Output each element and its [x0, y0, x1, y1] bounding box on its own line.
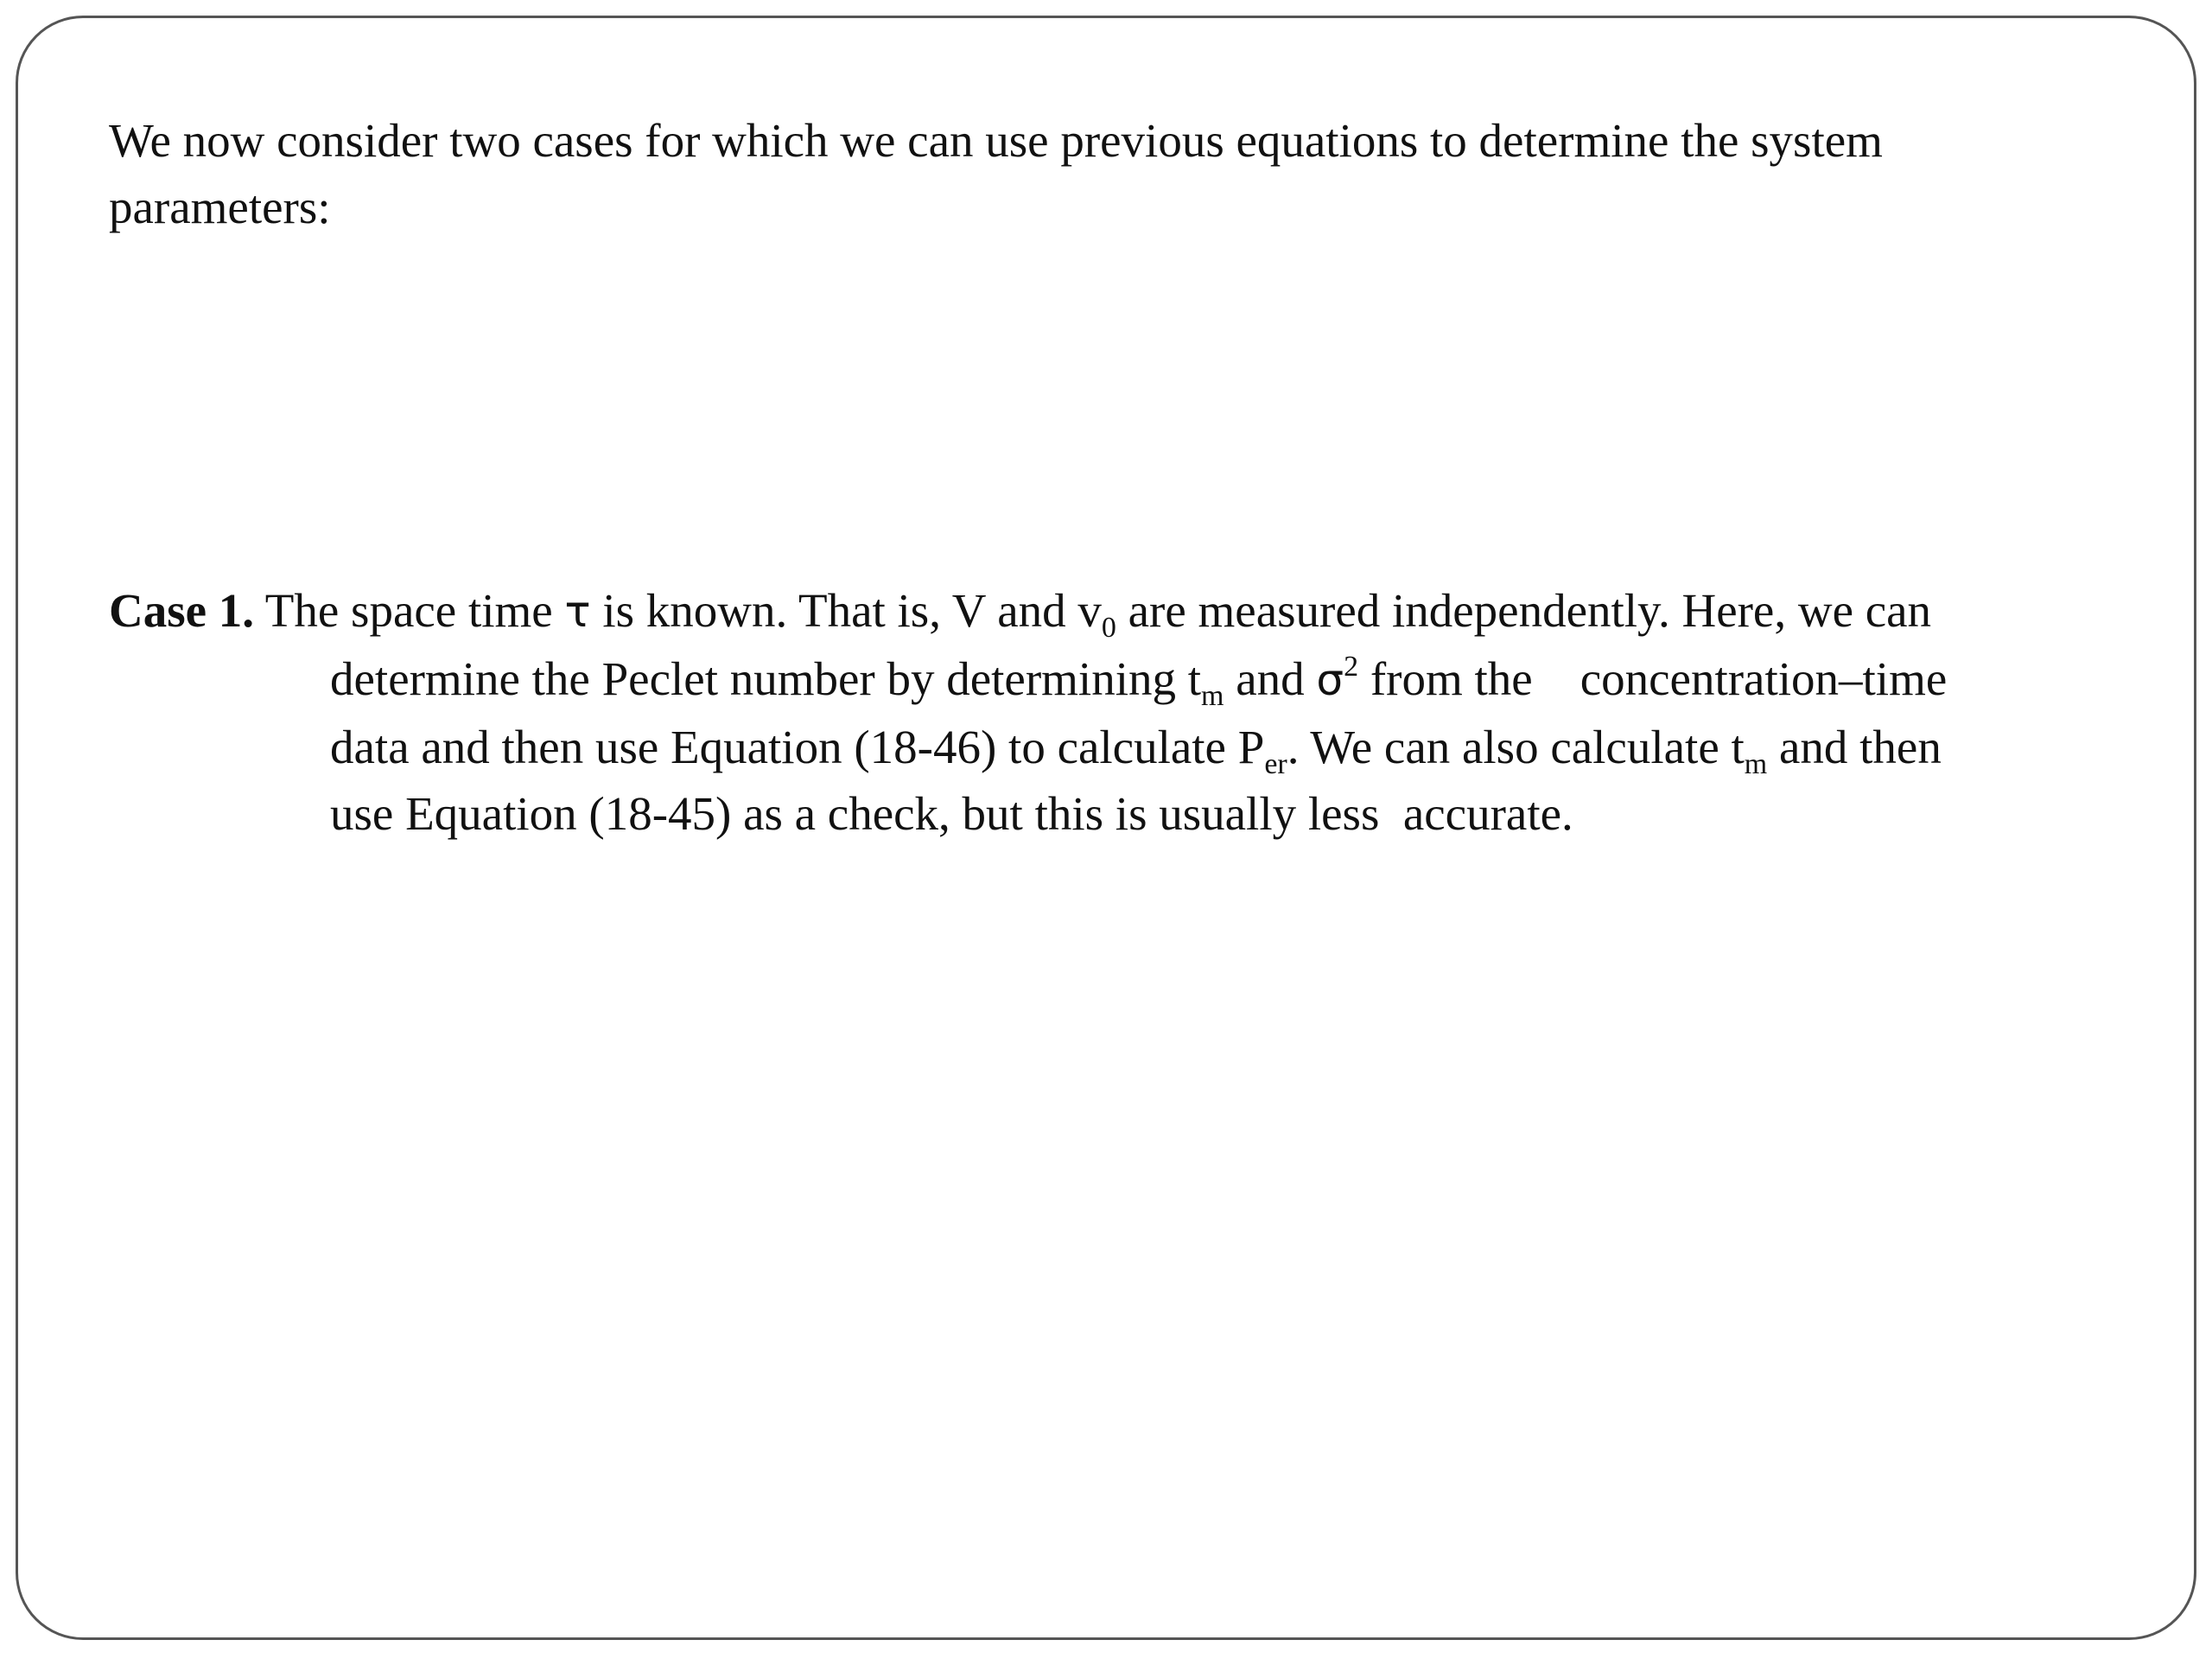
- case-1-body: [330, 645, 2053, 847]
- case-1-line-3-text-c: and then: [1767, 721, 1942, 773]
- case-1-line-3-text-a: data and then use Equation (18-46) to calculate P: [330, 721, 1265, 773]
- sigma-symbol: σ: [1316, 655, 1344, 705]
- tm-subscript-2: m: [1744, 748, 1768, 780]
- case-1-line-2-text-b: and: [1224, 652, 1317, 705]
- v0-subscript: 0: [1101, 612, 1116, 644]
- case-1-line-1-text-b: is known. That is, V and v: [590, 584, 1102, 637]
- case-1-paragraph: [109, 577, 2053, 847]
- case-1-line-4-text-a: use Equation (18-45) as a check, but this is usually less accurate.: [330, 787, 1573, 840]
- case-1-line-2-text-a: determine the Peclet number by determining t: [330, 652, 1202, 705]
- tm-subscript: m: [1201, 680, 1224, 712]
- case-1-line-1-text-c: are measured independently. Here, we can: [1116, 584, 1932, 637]
- per-subscript: er: [1264, 748, 1287, 780]
- case-1-line-3: [330, 714, 2053, 780]
- tau-symbol: τ: [564, 587, 591, 637]
- case-1-line-2: [330, 645, 2053, 714]
- sigma-superscript: 2: [1344, 651, 1359, 683]
- case-1-line-1-text-a: The space time: [254, 584, 565, 637]
- case-1-line-1: [109, 577, 2053, 645]
- intro-paragraph: We now consider two cases for which we can use previous equations to determine the system parameters:: [109, 114, 1883, 233]
- case-1-line-3-text-b: . We can also calculate t: [1287, 721, 1745, 773]
- case-1-line-4: [330, 780, 2053, 847]
- case-1-label: Case 1.: [109, 584, 255, 637]
- case-1-line-2-text-c: from the concentration–time: [1358, 652, 1948, 705]
